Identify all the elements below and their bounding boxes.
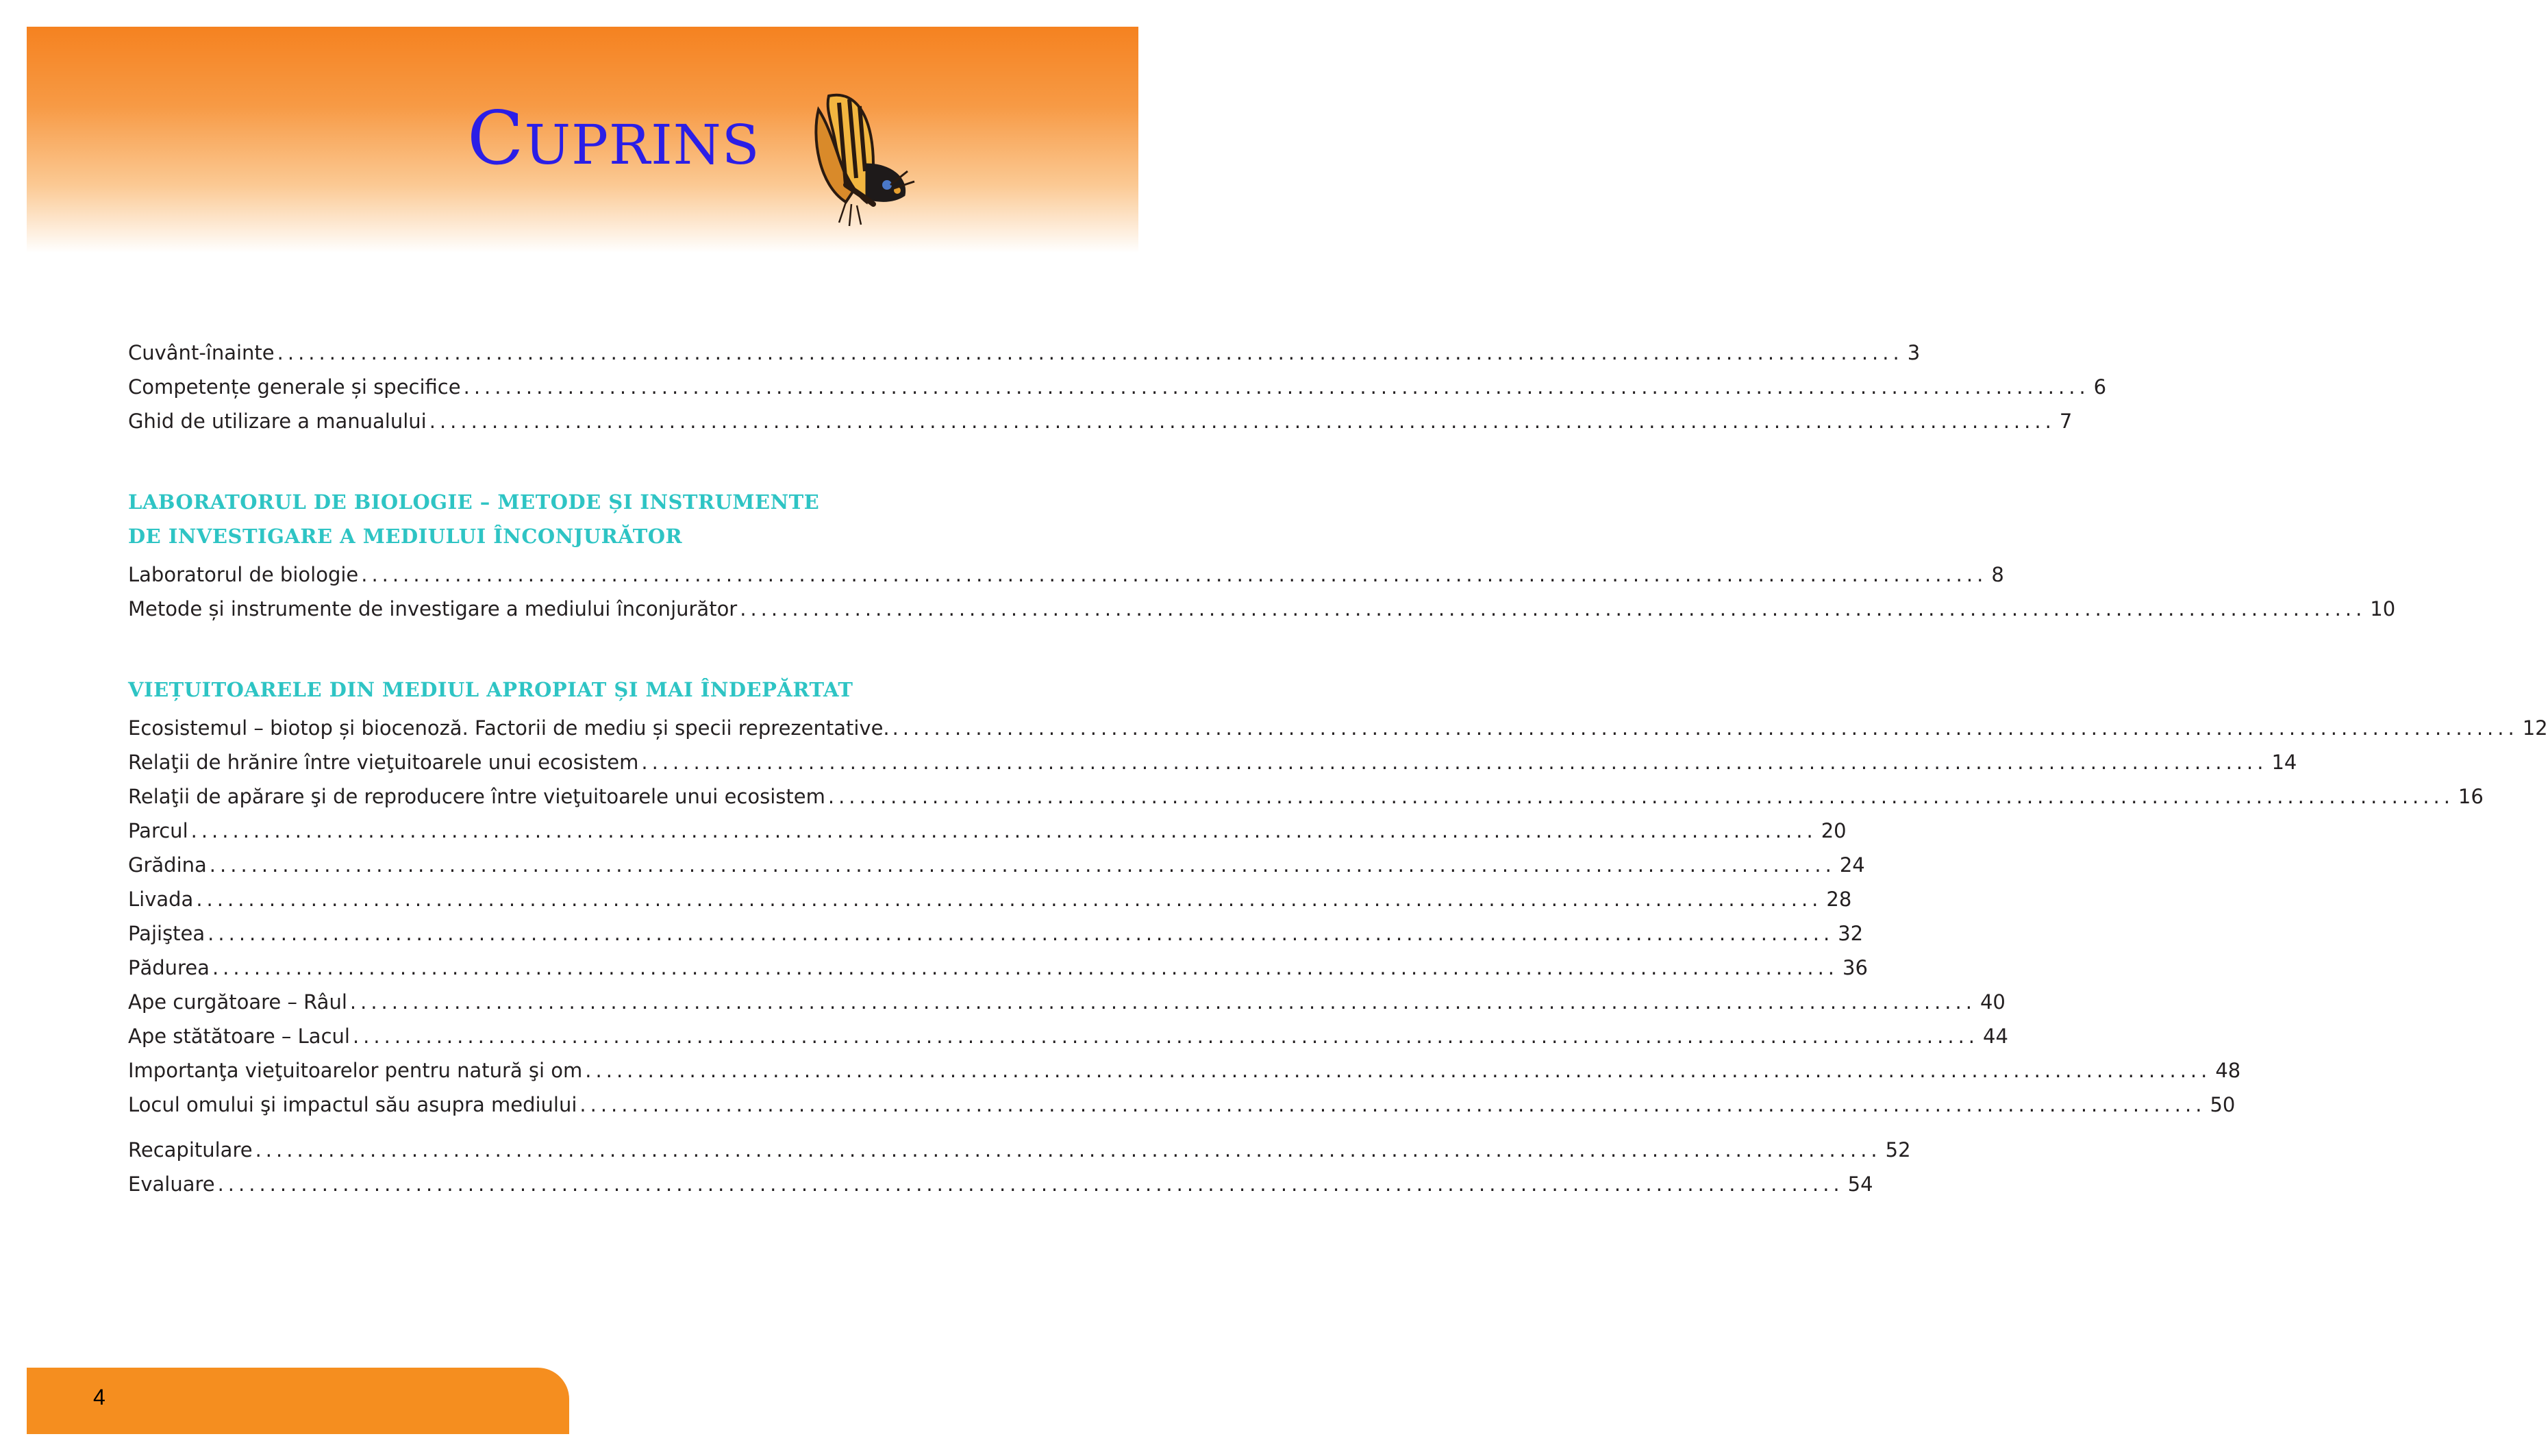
toc-entry[interactable]	[128, 375, 2107, 405]
toc-entry-label: Parcul	[128, 819, 188, 842]
toc-entry[interactable]	[128, 341, 1921, 371]
dot-leader: ............................................................................................................................................................	[585, 1059, 2212, 1082]
dot-leader: ............................................................................................................................................................	[277, 341, 1903, 364]
toc-entry-label: Livada	[128, 888, 194, 911]
dot-leader: ............................................................................................................................................................	[361, 563, 1988, 586]
toc-entry-page: 32	[1838, 922, 1864, 945]
title-rest: UPRINS	[524, 113, 760, 177]
page-title	[467, 96, 760, 181]
toc-entry[interactable]	[128, 563, 2004, 593]
footer-bar	[27, 1368, 569, 1434]
title-initial: C	[467, 96, 525, 181]
toc-entry-page: 36	[1843, 956, 1868, 979]
dot-leader: ............................................................................................................................................................	[740, 597, 2366, 620]
toc-entry[interactable]	[128, 1025, 2008, 1055]
toc-entry-page: 54	[1847, 1172, 1873, 1196]
toc-entry-label: Ecosistemul – biotop și biocenoză. Factorii de mediu și specii reprezentative.	[128, 716, 890, 740]
toc-entry[interactable]	[128, 1172, 1873, 1203]
toc-entry-label: Ape curgătoare – Râul	[128, 990, 347, 1014]
toc-entry-page: 28	[1826, 888, 1852, 911]
toc-entry-page: 24	[1839, 853, 1865, 877]
page-number: 4	[93, 1385, 105, 1409]
dot-leader: ............................................................................................................................................................	[217, 1172, 1844, 1196]
toc-entry[interactable]	[128, 1138, 1911, 1168]
toc-entry-label: Locul omului şi impactul său asupra mediului	[128, 1093, 577, 1116]
toc-entry-page: 48	[2215, 1059, 2241, 1082]
dot-leader: ............................................................................................................................................................	[827, 785, 2454, 808]
toc-entry-label: Grădina	[128, 853, 207, 877]
dot-leader: ............................................................................................................................................................	[641, 751, 2268, 774]
dot-leader: ............................................................................................................................................................	[190, 819, 1817, 842]
toc-entry[interactable]	[128, 716, 2548, 746]
toc-entry-label: Pădurea	[128, 956, 210, 979]
section-heading: VIEȚUITOARELE DIN MEDIUL APROPIAT ȘI MAI ÎNDEPĂRTAT	[128, 678, 853, 701]
dot-leader: ............................................................................................................................................................	[429, 410, 2056, 433]
toc-entry-label: Relaţii de hrănire între vieţuitoarele unui ecosistem	[128, 751, 639, 774]
toc-entry-page: 6	[2093, 375, 2107, 399]
toc-entry[interactable]	[128, 1059, 2241, 1089]
toc-entry-page: 16	[2458, 785, 2484, 808]
toc-entry[interactable]	[128, 410, 2073, 440]
dot-leader: ............................................................................................................................................................	[892, 716, 2519, 740]
dot-leader: ............................................................................................................................................................	[349, 990, 1976, 1014]
toc-entry-label: Recapitulare	[128, 1138, 253, 1162]
dot-leader: ............................................................................................................................................................	[209, 853, 1836, 877]
toc-entry[interactable]	[128, 922, 1864, 952]
toc-entry[interactable]	[128, 888, 1852, 918]
toc-entry-page: 52	[1885, 1138, 1911, 1162]
toc-entry-page: 44	[1983, 1025, 2008, 1048]
toc-entry-page: 10	[2370, 597, 2396, 620]
toc-entry-page: 40	[1979, 990, 2006, 1014]
toc-entry-label: Evaluare	[128, 1172, 215, 1196]
section-heading-line1: LABORATORUL DE BIOLOGIE – METODE ȘI INSTRUMENTE	[128, 490, 820, 514]
dot-leader: ............................................................................................................................................................	[463, 375, 2090, 399]
dot-leader: ............................................................................................................................................................	[352, 1025, 1979, 1048]
toc-entry-label: Ghid de utilizare a manualului	[128, 410, 427, 433]
butterfly-icon	[816, 95, 914, 226]
toc-entry[interactable]	[128, 956, 1868, 986]
dot-leader: ............................................................................................................................................................	[212, 956, 1839, 979]
toc-entry-page: 3	[1907, 341, 1921, 364]
toc-entry-page: 50	[2210, 1093, 2236, 1116]
dot-leader: ............................................................................................................................................................	[196, 888, 1823, 911]
toc-entry-label: Ape stătătoare – Lacul	[128, 1025, 350, 1048]
toc-entry[interactable]	[128, 1093, 2236, 1123]
butterfly-illustration	[771, 82, 928, 233]
toc-entry-label: Cuvânt-înainte	[128, 341, 275, 364]
toc-entry[interactable]	[128, 751, 2297, 781]
section-heading-line2: DE INVESTIGARE A MEDIULUI ÎNCONJURĂTOR	[128, 525, 683, 548]
toc-entry-label: Pajiştea	[128, 922, 205, 945]
toc-entry-page: 7	[2059, 410, 2073, 433]
toc-entry-label: Metode și instrumente de investigare a mediului înconjurător	[128, 597, 738, 620]
toc-entry-label: Laboratorul de biologie	[128, 563, 359, 586]
toc-entry-page: 20	[1821, 819, 1847, 842]
dot-leader: ............................................................................................................................................................	[208, 922, 1834, 945]
toc-entry-page: 8	[1991, 563, 2004, 586]
toc-entry[interactable]	[128, 819, 1847, 849]
toc-entry-page: 12	[2522, 716, 2548, 740]
toc-entry[interactable]	[128, 785, 2484, 815]
toc-entry-page: 14	[2271, 751, 2297, 774]
dot-leader: ............................................................................................................................................................	[579, 1093, 2206, 1116]
toc-entry-label: Competențe generale și specifice	[128, 375, 461, 399]
toc-entry[interactable]	[128, 853, 1865, 883]
dot-leader: ............................................................................................................................................................	[255, 1138, 1882, 1162]
toc-entry-label: Importanţa vieţuitoarelor pentru natură şi om	[128, 1059, 583, 1082]
toc-entry[interactable]	[128, 990, 2006, 1020]
toc-entry[interactable]	[128, 597, 2396, 627]
toc-entry-label: Relaţii de apărare şi de reproducere între vieţuitoarele unui ecosistem	[128, 785, 825, 808]
